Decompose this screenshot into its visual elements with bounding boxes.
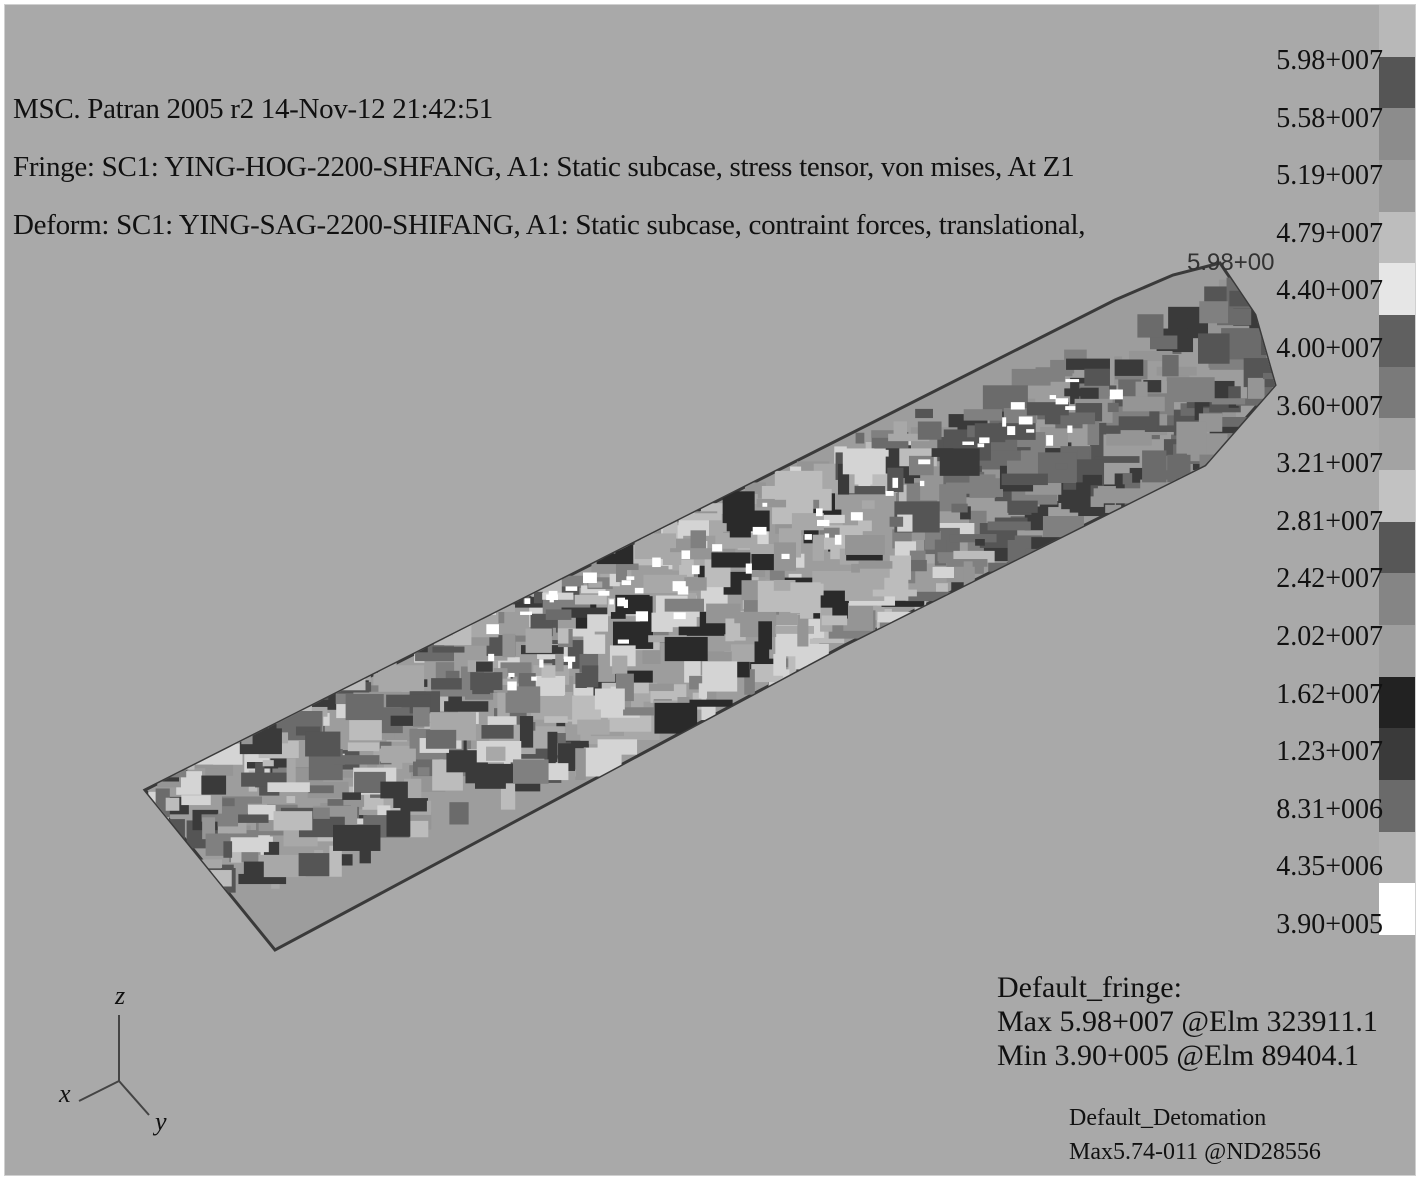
fringe-cell <box>1064 388 1094 396</box>
fringe-cell <box>195 859 222 868</box>
fringe-cell <box>880 623 909 634</box>
fringe-cell <box>492 585 529 604</box>
legend-band <box>1379 418 1415 470</box>
fringe-cell <box>165 757 195 770</box>
fringe-hotspot <box>825 533 829 537</box>
fringe-cell <box>1084 369 1110 386</box>
fringe-cell <box>1257 457 1275 479</box>
fringe-stats-title: Default_fringe: <box>997 971 1182 1004</box>
fringe-cell <box>1233 461 1270 476</box>
fringe-cell <box>915 409 933 418</box>
legend-band <box>1379 522 1415 574</box>
legend-tick-label: 3.90+005 <box>1276 909 1383 940</box>
fringe-stats-max: Max 5.98+007 @Elm 323911.1 <box>997 1005 1378 1038</box>
fringe-cell <box>1212 398 1245 404</box>
fringe-cell <box>191 727 208 748</box>
fringe-cell <box>418 767 430 776</box>
fringe-cell <box>1161 499 1175 525</box>
fringe-cell <box>1020 559 1047 567</box>
fringe-cell <box>486 747 505 761</box>
fringe-cell <box>544 716 568 723</box>
fringe-cell <box>381 632 414 644</box>
fringe-cell <box>859 561 893 569</box>
legend-tick-label: 4.40+007 <box>1276 275 1383 307</box>
fringe-cell <box>1123 473 1132 484</box>
fringe-cell <box>444 701 488 711</box>
fringe-cell <box>1007 501 1037 513</box>
fringe-hotspot <box>762 503 767 507</box>
legend-band <box>1379 883 1415 935</box>
fringe-cell <box>665 599 704 612</box>
fringe-cell <box>139 747 177 767</box>
legend-tick-label: 3.21+007 <box>1276 448 1383 480</box>
fringe-cell <box>431 678 462 689</box>
fringe-hotspot <box>962 442 974 445</box>
fringe-cell <box>386 695 431 708</box>
fringe-cell <box>773 654 786 676</box>
fringe-hotspot <box>1110 390 1123 400</box>
legend-band <box>1379 625 1415 677</box>
legend-band <box>1379 832 1415 884</box>
fringe-hotspot <box>1026 429 1034 433</box>
fringe-hotspot <box>978 444 985 448</box>
fringe-cell <box>373 749 416 762</box>
fringe-cell <box>1115 359 1144 375</box>
fringe-cell <box>575 595 607 605</box>
deform-description: Deform: SC1: YING-SAG-2200-SHIFANG, A1: Static subcase, contraint forces, translational, <box>13 209 1086 241</box>
fringe-cell <box>1088 422 1100 445</box>
fringe-cell <box>611 612 626 619</box>
fringe-hotspot <box>635 588 644 594</box>
fringe-cell <box>1026 549 1042 578</box>
fringe-hotspot <box>598 591 609 596</box>
fringe-cell <box>305 732 340 757</box>
fringe-cell <box>1227 469 1263 480</box>
fringe-cell <box>334 755 379 764</box>
title-line: MSC. Patran 2005 r2 14-Nov-12 21:42:51 <box>13 93 493 125</box>
fringe-cell <box>1137 314 1163 337</box>
legend-band <box>1379 367 1415 419</box>
fringe-hotspot <box>539 659 543 667</box>
fringe-cell <box>1282 427 1320 450</box>
legend-band <box>1379 5 1415 57</box>
fringe-cell <box>813 535 824 561</box>
fringe-cell <box>862 500 875 508</box>
fringe-hotspot <box>674 612 686 619</box>
fringe-cell <box>894 421 907 438</box>
fringe-cell <box>933 567 954 578</box>
fringe-cell <box>306 662 339 670</box>
fringe-cell <box>612 656 627 674</box>
fringe-cell <box>595 689 625 710</box>
fringe-cell <box>950 534 997 542</box>
fringe-cell <box>263 683 303 690</box>
fringe-cell <box>1064 539 1097 557</box>
legend-tick-label: 2.42+007 <box>1276 563 1383 595</box>
fringe-cell <box>890 555 911 579</box>
fringe-cell <box>479 601 515 612</box>
fringe-cell <box>502 634 515 657</box>
fringe-cell <box>348 742 379 751</box>
fringe-cell <box>757 499 787 507</box>
fringe-cell <box>440 606 466 631</box>
fringe-cell <box>400 800 426 811</box>
fringe-cell <box>195 744 243 765</box>
fringe-cell <box>1119 416 1158 430</box>
axis-y-label: y <box>155 1107 167 1136</box>
fringe-hotspot <box>568 658 572 668</box>
fringe-cell <box>470 672 502 690</box>
legend-band <box>1379 263 1415 315</box>
fringe-description: Fringe: SC1: YING-HOG-2200-SHFANG, A1: Static subcase, stress tensor, von mises, At Z1 <box>13 151 1075 183</box>
fringe-cell <box>856 433 865 444</box>
fringe-cell <box>1236 435 1275 448</box>
fringe-cell <box>478 592 496 614</box>
fringe-cell <box>1123 397 1165 412</box>
fringe-hotspot <box>486 624 499 634</box>
fringe-cell <box>1243 431 1267 439</box>
max-marker-label: 5.98+00 <box>1187 249 1275 276</box>
fringe-hotspot <box>753 527 767 535</box>
fringe-cell <box>346 694 384 720</box>
fringe-legend-bar <box>1379 5 1415 935</box>
fringe-cell <box>380 782 407 799</box>
fringe-cell <box>1108 403 1119 412</box>
fringe-cell <box>775 471 823 500</box>
legend-tick-label: 2.81+007 <box>1276 505 1383 537</box>
fringe-cell <box>286 796 295 803</box>
legend-tick-label: 3.60+007 <box>1276 390 1383 422</box>
legend-band <box>1379 780 1415 832</box>
fringe-cell <box>1002 474 1048 485</box>
fringe-cell <box>548 732 558 762</box>
fringe-cell <box>845 535 885 555</box>
fringe-cell <box>1102 527 1131 546</box>
legend-tick-label: 2.02+007 <box>1276 621 1383 652</box>
fringe-hotspot <box>508 673 514 677</box>
fringe-cell <box>845 573 884 601</box>
fringe-cell <box>1198 333 1230 363</box>
fringe-cell <box>975 539 985 546</box>
fringe-cell <box>333 825 380 851</box>
fringe-cell <box>331 662 374 671</box>
fringe-hotspot <box>609 599 614 604</box>
fringe-hotspot <box>1007 426 1015 435</box>
fringe-cell <box>188 713 227 742</box>
legend-tick-label: 5.19+007 <box>1276 160 1383 192</box>
fringe-cell <box>1243 431 1272 442</box>
fringe-hotspot <box>1002 417 1006 426</box>
fringe-hotspot <box>1050 395 1056 399</box>
fringe-cell <box>822 615 847 625</box>
fringe-hotspot <box>712 544 722 551</box>
fringe-hotspot <box>918 459 930 464</box>
fringe-cell <box>575 748 586 780</box>
fringe-cell <box>380 665 424 691</box>
fringe-hotspot <box>520 612 532 615</box>
fringe-cell <box>577 720 609 735</box>
fringe-hotspot <box>1011 402 1025 409</box>
fringe-cell <box>1162 355 1178 376</box>
fringe-cell <box>220 899 229 926</box>
legend-band <box>1379 573 1415 625</box>
fringe-cell <box>449 802 468 824</box>
fringe-cell <box>1167 377 1215 402</box>
fringe-cell <box>725 619 734 642</box>
axis-triad-icon <box>65 1005 165 1135</box>
fringe-hotspot <box>488 654 494 661</box>
fringe-cell <box>476 662 493 672</box>
fringe-cell <box>1263 373 1279 379</box>
fringe-cell <box>1042 552 1070 578</box>
fringe-cell <box>758 621 772 649</box>
fringe-cell <box>1227 434 1240 448</box>
legend-band <box>1379 677 1415 729</box>
legend-tick-label: 8.31+006 <box>1276 793 1383 825</box>
fringe-cell <box>131 748 159 756</box>
fringe-cell <box>167 727 214 746</box>
fringe-cell <box>398 634 440 640</box>
fringe-cell <box>711 552 750 567</box>
fringe-hotspot <box>781 554 789 559</box>
fringe-cell <box>426 730 456 749</box>
legend-tick-label: 4.79+007 <box>1276 217 1383 249</box>
fringe-hotspot <box>886 491 894 496</box>
fringe-hotspot <box>1065 379 1079 382</box>
fringe-cell <box>1072 537 1102 560</box>
fringe-cell <box>939 557 949 563</box>
fringe-cell <box>1199 301 1228 323</box>
fringe-hotspot <box>524 598 530 604</box>
fringe-cell <box>534 592 543 604</box>
fringe-cell <box>231 837 269 852</box>
fringe-cell <box>1106 434 1152 446</box>
fringe-cell <box>308 785 333 793</box>
fringe-hotspot <box>1067 426 1072 433</box>
ship-fe-model[interactable] <box>5 5 1415 1175</box>
fringe-hotspot <box>531 677 536 681</box>
fringe-cell <box>582 665 598 687</box>
fringe-cell <box>665 637 708 661</box>
fringe-cell <box>1076 482 1090 512</box>
fringe-cell <box>541 665 555 677</box>
fringe-cell <box>706 604 740 624</box>
fringe-cell <box>345 654 367 660</box>
fringe-hotspot <box>626 576 634 580</box>
fringe-hotspot <box>652 558 661 568</box>
fringe-cell <box>1248 378 1265 399</box>
fringe-cell <box>386 810 410 836</box>
fringe-cell <box>843 448 886 474</box>
fringe-cell <box>340 669 370 680</box>
fringe-hotspot <box>1019 416 1033 424</box>
fringe-hotspot <box>636 611 648 621</box>
fringe-cell <box>227 705 251 729</box>
legend-tick-label: 1.23+007 <box>1276 736 1383 768</box>
fringe-cell <box>1142 450 1166 482</box>
fringe-cell <box>1257 307 1281 324</box>
legend-tick-label: 4.00+007 <box>1276 333 1383 364</box>
legend-tick-label: 4.35+006 <box>1276 851 1383 883</box>
fringe-hotspot <box>678 586 689 594</box>
fringe-cell <box>413 707 430 727</box>
fringe-cell <box>558 628 569 643</box>
fringe-cell <box>1278 367 1325 379</box>
fringe-cell <box>1159 494 1176 520</box>
fringe-hotspot <box>804 534 811 540</box>
fringe-hotspot <box>1065 406 1075 410</box>
fringe-cell <box>342 792 361 800</box>
fringe-hotspot <box>622 580 631 585</box>
fringe-hotspot <box>817 520 829 526</box>
fringe-hotspot <box>979 437 989 443</box>
fringe-hotspot <box>566 586 578 591</box>
fringe-cell <box>597 545 634 564</box>
fringe-hotspot <box>583 573 597 584</box>
fringe-hotspot <box>507 682 516 691</box>
fringe-cell <box>1167 455 1190 482</box>
fringe-cell <box>1080 537 1093 555</box>
fringe-cell <box>223 841 232 858</box>
fringe-cell <box>702 661 737 691</box>
fringe-cell <box>583 634 605 653</box>
fringe-cell <box>819 489 832 511</box>
legend-tick-label: 5.58+007 <box>1276 102 1383 134</box>
fringe-cell <box>148 754 169 773</box>
fringe-cell <box>964 409 1002 420</box>
fringe-hotspot <box>617 598 625 607</box>
fringe-cell <box>988 521 1031 530</box>
legend-tick-label: 5.98+007 <box>1276 45 1383 76</box>
fringe-cell <box>613 622 653 649</box>
fringe-cell <box>797 615 808 647</box>
fringe-cell <box>201 776 226 795</box>
fringe-hotspot <box>692 565 700 574</box>
fringe-cell <box>181 795 210 805</box>
fringe-cell <box>815 584 824 596</box>
deformation-stats-max: Max5.74-011 @ND28556 <box>1069 1139 1321 1165</box>
fringe-cell <box>1176 422 1206 454</box>
fringe-cell <box>159 730 204 742</box>
fringe-cell <box>873 590 917 597</box>
fringe-hotspot <box>892 478 898 488</box>
fringe-cell <box>940 448 980 475</box>
fringe-cell <box>313 808 330 819</box>
fringe-cell <box>222 798 234 806</box>
fringe-cell <box>213 715 235 728</box>
axis-z-label: z <box>115 981 126 1010</box>
legend-band <box>1379 470 1415 522</box>
fringe-cell <box>651 613 672 632</box>
axis-x-label: x <box>59 1079 71 1108</box>
fringe-cell <box>220 712 235 726</box>
fringe-cell <box>432 647 464 653</box>
fringe-cell <box>1188 322 1208 333</box>
fringe-cell <box>909 456 934 475</box>
fringe-hotspot <box>1046 435 1053 446</box>
fringe-hotspot <box>1056 398 1068 404</box>
fringe-cell <box>513 759 549 783</box>
fringe-cell <box>419 620 453 635</box>
fringe-hotspot <box>851 512 863 520</box>
fringe-cell <box>663 552 681 565</box>
fringe-hotspot <box>618 640 629 644</box>
fringe-hotspot <box>546 594 558 600</box>
fringe-cell <box>1093 525 1136 546</box>
deformation-stats-title: Default_Detomation <box>1069 1105 1267 1131</box>
fringe-cell <box>198 720 220 747</box>
fringe-hotspot <box>746 564 752 574</box>
fringe-cell <box>1056 463 1067 469</box>
legend-tick-label: 1.62+007 <box>1276 678 1383 710</box>
graphics-viewport[interactable] <box>4 4 1416 1176</box>
fringe-hotspot <box>835 535 842 545</box>
fringe-cell <box>1190 487 1226 498</box>
fringe-cell <box>546 609 572 620</box>
fringe-cell <box>481 725 513 739</box>
fringe-cell <box>166 798 180 811</box>
fringe-hotspot <box>816 508 823 516</box>
legend-band <box>1379 728 1415 780</box>
fringe-cell <box>267 782 309 792</box>
fringe-cell <box>918 422 942 440</box>
fringe-cell <box>1093 522 1111 551</box>
legend-band <box>1379 160 1415 212</box>
fringe-hotspot <box>681 550 690 559</box>
fringe-cell <box>858 521 872 532</box>
legend-band <box>1379 212 1415 264</box>
fringe-stats-min: Min 3.90+005 @Elm 89404.1 <box>997 1039 1360 1072</box>
fringe-cell <box>520 716 533 748</box>
fringe-cell <box>287 758 296 783</box>
fringe-cell <box>274 811 313 830</box>
fringe-cell <box>947 483 980 494</box>
fringe-cell <box>555 654 563 672</box>
legend-band <box>1379 57 1415 109</box>
fringe-cell <box>890 517 904 527</box>
fringe-cell <box>493 589 519 602</box>
fringe-cell <box>263 760 274 766</box>
fringe-cell <box>1140 480 1187 506</box>
fringe-cell <box>526 629 552 653</box>
fringe-cell <box>244 862 264 882</box>
fringe-cell <box>731 644 756 662</box>
legend-band <box>1379 315 1415 367</box>
fringe-cell <box>218 701 240 715</box>
fringe-hotspot <box>920 481 924 486</box>
fringe-cell <box>218 814 239 827</box>
legend-band <box>1379 108 1415 160</box>
fringe-cell <box>1066 359 1110 370</box>
fringe-cell <box>240 693 255 719</box>
fringe-cell <box>730 525 751 538</box>
fringe-cell <box>800 589 813 618</box>
fringe-cell <box>951 504 967 513</box>
